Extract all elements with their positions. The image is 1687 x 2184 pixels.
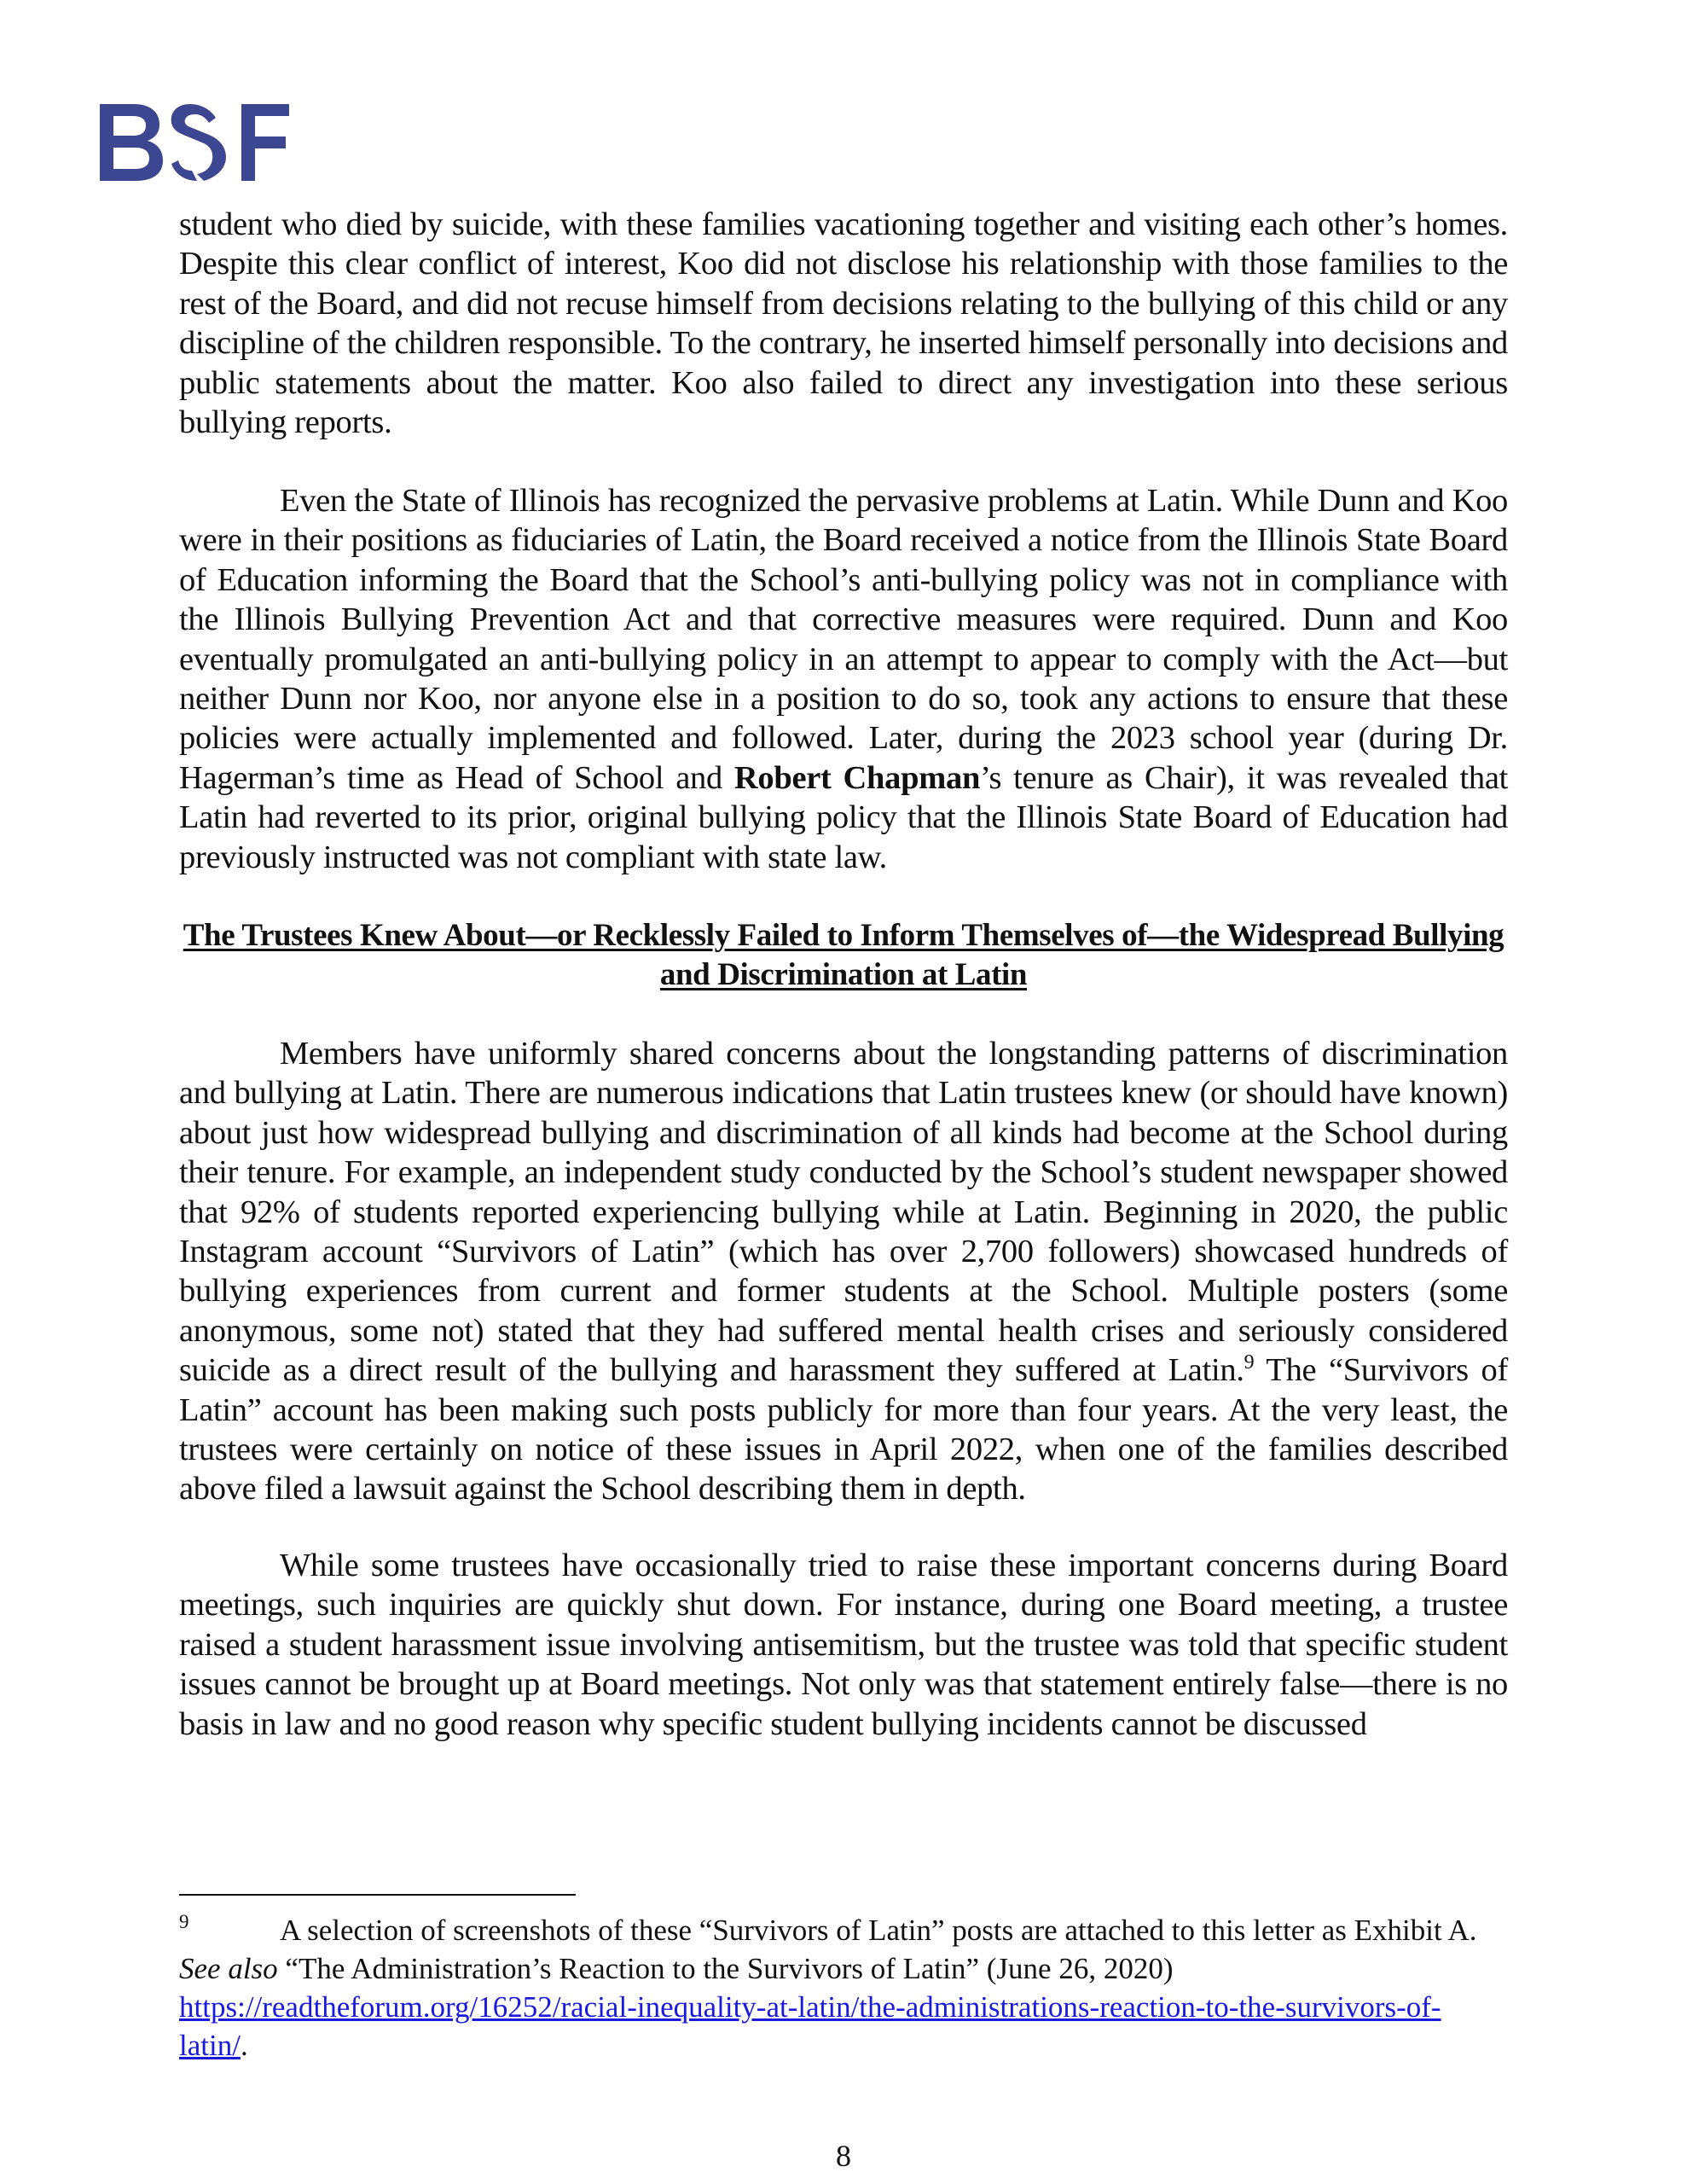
bold-name-robert-chapman: Robert Chapman (733, 759, 981, 796)
paragraph-illinois (179, 481, 1508, 877)
bsf-logo (96, 99, 293, 184)
paragraph-4-text: While some trustees have occasionally tried to raise these important concerns during Board meetings, such inquiries are quickly shut down. For instance, during one Board meeting, a trustee raised a student harassment issue involving antisemitism, but the trustee was told that specific student issues cannot be brought up at Board meetings. Not only was that statement entirely false—there is no basis in law and no good reason why specific student bullying incidents cannot be discussed (179, 1548, 1508, 1742)
section-heading (179, 916, 1508, 995)
paragraph-3-part-2: The “Survivors of Latin” account has been making such posts publicly for more than four years. At the very least, the trustees were certainly on notice of these issues in April 2022, when one of the families described above filed a lawsuit against the School describing them in depth. (179, 1352, 1509, 1507)
footnote-9 (179, 1911, 1508, 2065)
page-number: 8 (836, 2139, 851, 2173)
paragraph-2-text (179, 481, 1508, 877)
footnote-link[interactable]: https://readtheforum.org/16252/racial-inequality-at-latin/the-administrations-reaction-to-the-survivors-of-latin/ (179, 1990, 1441, 2062)
paragraph-2-part-2: ’s tenure as Chair), it was revealed that Latin had reverted to its prior, original bullying policy that the Illinois State Board of Education had previously instructed was not compliant with state law. (179, 759, 1509, 875)
paragraph-3-part-1: Members have uniformly shared concerns about the longstanding patterns of discrimination and bullying at Latin. There are numerous indications that Latin trustees knew (or should have known) about just how widespread bullying and discrimination of all kinds had become at the School during their tenure. For example, an independent study conducted by the School’s student newspaper showed that 92% of students reported experiencing bullying while at Latin. Beginning in 2020, the public Instagram account “Survivors of Latin” (which has over 2,700 followers) showcased hundreds of bullying experiences from current and former students at the School. Multiple posters (some anonymous, some not) stated that they had suffered mental health crises and seriously considered suicide as a direct result of the bullying and harassment they suffered at Latin. (179, 1036, 1508, 1389)
footnote-part-2: “The Administration’s Reaction to the Survivors of Latin” (June 26, 2020) (277, 1952, 1174, 1985)
footnote-separator (179, 1894, 576, 1896)
paragraph-2-part-1: Even the State of Illinois has recognized the pervasive problems at Latin. While Dunn and Koo were in their positions as fiduciaries of Latin, the Board received a notice from the Illinois State Board of Education informing the Board that the School’s anti-bullying policy was not in compliance with the Illinois Bullying Prevention Act and that corrective measures were required. Dunn and Koo eventually promulgated an anti-bullying policy in an attempt to appear to comply with the Act—but neither Dunn nor Koo, nor anyone else in a position to do so, took any actions to ensure that these policies were actually implemented and followed. Later, during the 2023 school year (during Dr. Hagerman’s time as Head of School and (179, 483, 1508, 796)
footnote-text: 9 A selection of screenshots of these “Survivors of Latin” posts are attached to this letter as Exhibit A. See also “The Administration’s Reaction to the Survivors of Latin” (June 26, 2020) https://readtheforum.org/16252/racial-inequality-at-latin/the-administrations-reaction-to-the-survivors-of-latin/. (179, 1911, 1477, 2062)
paragraph-trustees (179, 1546, 1508, 1744)
section-heading-text: The Trustees Knew About—or Recklessly Failed to Inform Themselves of—the Widespread Bullying and Discrimination at Latin (183, 918, 1504, 992)
bsf-logo-icon (96, 99, 293, 184)
paragraph-3-text (179, 1034, 1508, 1509)
paragraph-1-text: student who died by suicide, with these families vacationing together and visiting each other’s homes. Despite this clear conflict of interest, Koo did not disclose his relationship with those families to the rest of the Board, and did not recuse himself from decisions relating to the bullying of this child or any discipline of the children responsible. To the contrary, he inserted himself personally into decisions and public statements about the matter. Koo also failed to direct any investigation into these serious bullying reports. (179, 206, 1508, 441)
footnote-italic-see-also: See also (179, 1952, 278, 1985)
footnote-reference-9[interactable]: 9 (1244, 1351, 1255, 1374)
paragraph-members (179, 1034, 1508, 1509)
paragraph-continued (179, 205, 1508, 442)
footnote-trailing-period: . (240, 2029, 248, 2062)
footnote-part-1: A selection of screenshots of these “Survivors of Latin” posts are attached to this letter as Exhibit A. (280, 1914, 1477, 1947)
